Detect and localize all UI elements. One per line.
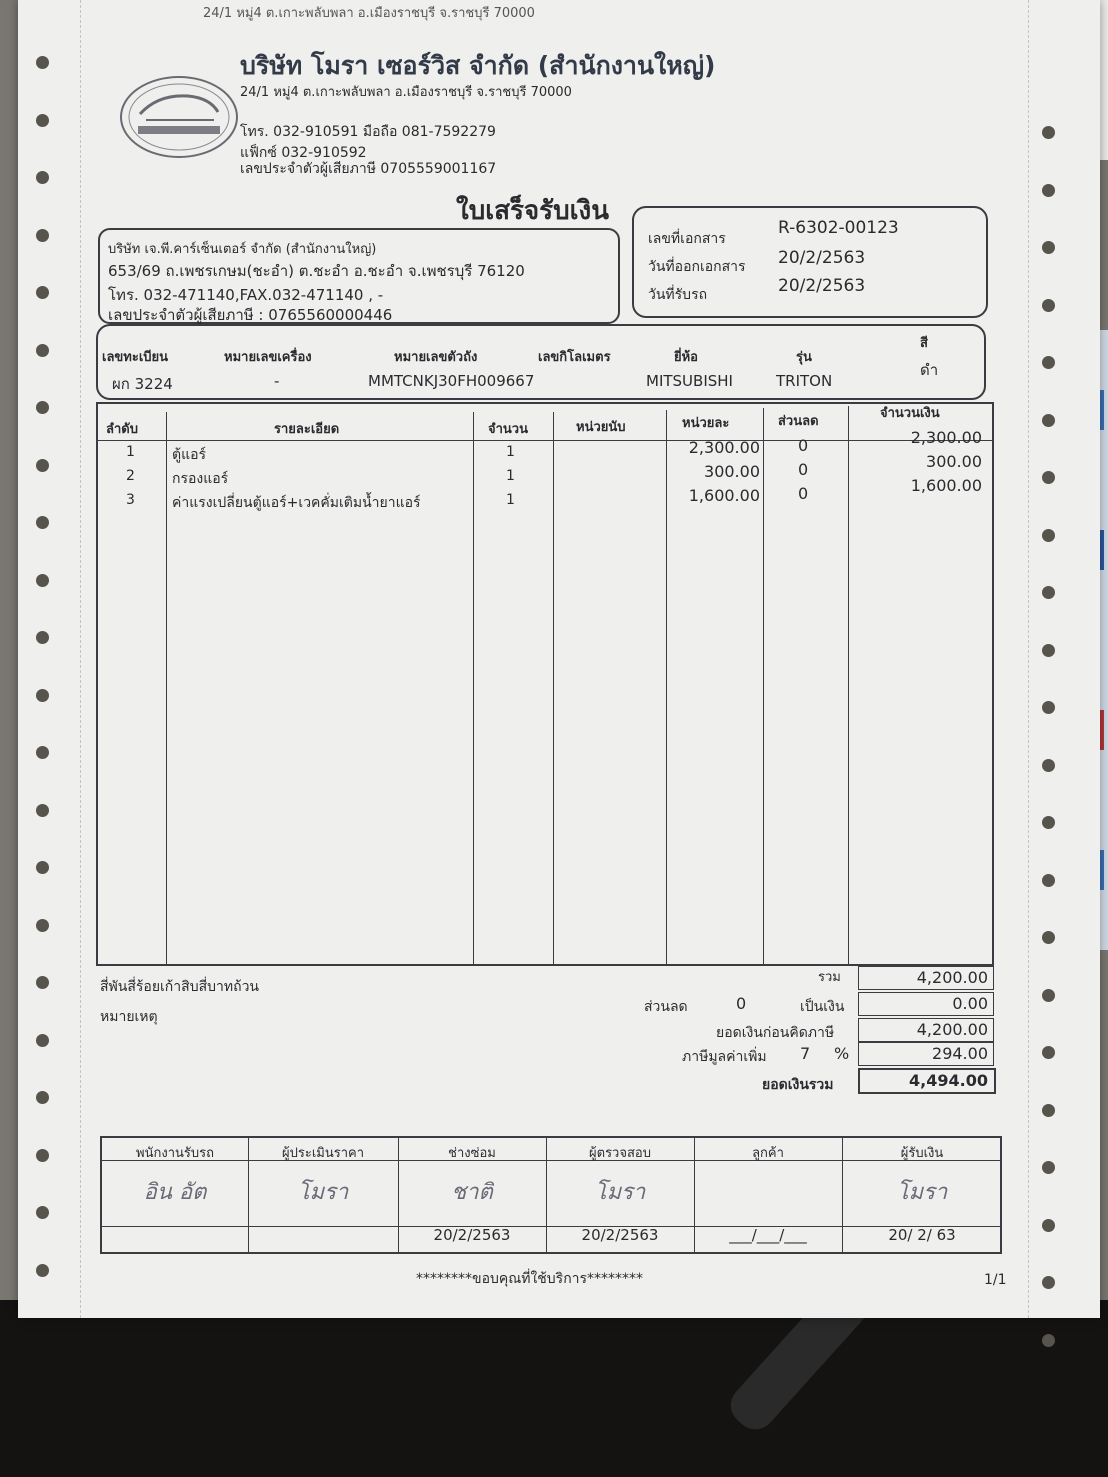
- signature-handwriting: โมรา: [896, 1180, 948, 1205]
- feed-hole: [36, 1264, 49, 1277]
- feed-hole: [36, 1206, 49, 1219]
- grand-total-value: 4,494.00: [909, 1071, 988, 1090]
- feed-hole: [1042, 1046, 1055, 1059]
- feed-hole: [1042, 759, 1055, 772]
- vehicle-value: MMTCNKJ30FH009667: [368, 372, 535, 390]
- feed-hole: [36, 1091, 49, 1104]
- company-phone: โทร. 032-910591 มือถือ 081-7592279: [240, 124, 496, 140]
- col-divider: [553, 412, 554, 966]
- feed-hole: [1042, 356, 1055, 369]
- company-address: 24/1 หมู่4 ต.เกาะพลับพลา อ.เมืองราชบุรี จ.ราชบุรี 70000: [240, 85, 572, 100]
- issue-date-value: 20/2/2563: [778, 248, 866, 268]
- feed-hole: [36, 344, 49, 357]
- row-quantity: 1: [506, 492, 515, 508]
- signature-header: ผู้ประเมินราคา: [281, 1146, 364, 1161]
- feed-hole: [1042, 701, 1055, 714]
- signature-date: 20/ 2/ 63: [888, 1226, 956, 1244]
- amount-in-words: สี่พันสี่ร้อยเก้าสิบสี่บาทถ้วน: [100, 979, 260, 995]
- feed-hole: [36, 114, 49, 127]
- signature-handwriting: โมรา: [594, 1180, 646, 1205]
- column-header: จำนวน: [488, 422, 528, 437]
- row-discount: 0: [798, 436, 809, 455]
- col-divider: [473, 412, 474, 966]
- row-discount: 0: [798, 460, 809, 479]
- pretax-value: 4,200.00: [916, 1020, 988, 1039]
- feed-hole: [36, 229, 49, 242]
- doc-no-value: R-6302-00123: [778, 218, 899, 238]
- row-number: 1: [126, 444, 135, 460]
- customer-address: 653/69 ถ.เพชรเกษม(ชะอำ) ต.ชะอำ อ.ชะอำ จ.เพชรบุรี 76120: [108, 262, 525, 280]
- pretax-label: ยอดเงินก่อนคิดภาษี: [716, 1025, 835, 1041]
- discount-money-value: 0.00: [952, 994, 988, 1013]
- feed-hole: [1042, 644, 1055, 657]
- feed-hole: [36, 804, 49, 817]
- receive-date-value: 20/2/2563: [778, 276, 866, 296]
- vehicle-header: รุ่น: [796, 350, 812, 365]
- feed-hole: [1042, 586, 1055, 599]
- signature-header: ผู้ตรวจสอบ: [589, 1146, 651, 1161]
- feed-hole: [36, 689, 49, 702]
- perforation-left: [80, 0, 81, 1318]
- signature-header: ลูกค้า: [752, 1146, 784, 1161]
- feed-hole: [36, 976, 49, 989]
- vehicle-header: หมายเลขเครื่อง: [224, 350, 312, 365]
- feed-hole: [1042, 931, 1055, 944]
- row-unit-price: 2,300.00: [688, 438, 760, 457]
- feed-hole: [1042, 1276, 1055, 1289]
- feed-hole: [36, 1149, 49, 1162]
- grand-total-label: ยอดเงินรวม: [762, 1077, 834, 1093]
- row-quantity: 1: [506, 468, 515, 484]
- vehicle-header: เลขกิโลเมตร: [538, 350, 611, 365]
- row-number: 2: [126, 468, 135, 484]
- row-amount: 300.00: [926, 452, 982, 471]
- vat-rate: 7: [800, 1044, 811, 1063]
- row-unit-price: 1,600.00: [688, 486, 760, 505]
- remarks-label: หมายเหตุ: [100, 1009, 158, 1025]
- signature-date: ___/___/___: [729, 1226, 807, 1244]
- feed-hole: [1042, 1161, 1055, 1174]
- feed-hole: [1042, 471, 1055, 484]
- vat-label: ภาษีมูลค่าเพิ่ม: [682, 1049, 767, 1065]
- feed-hole: [1042, 816, 1055, 829]
- feed-hole: [1042, 184, 1055, 197]
- feed-hole: [36, 861, 49, 874]
- perforation-right: [1028, 0, 1029, 1318]
- company-tax-id: เลขประจำตัวผู้เสียภาษี 0705559001167: [240, 161, 497, 177]
- row-unit-price: 300.00: [704, 462, 760, 481]
- row-amount: 1,600.00: [910, 476, 982, 495]
- row-description: ตู้แอร์: [172, 447, 207, 463]
- receive-date-label: วันที่รับรถ: [648, 287, 708, 303]
- customer-tax-id: เลขประจำตัวผู้เสียภาษี : 0765560000446: [108, 306, 393, 324]
- column-header: หน่วยละ: [682, 416, 730, 431]
- footer-thanks: ********ขอบคุณที่ใช้บริการ********: [416, 1271, 644, 1287]
- vehicle-value: TRITON: [776, 372, 833, 390]
- signature-date: 20/2/2563: [581, 1226, 659, 1244]
- discount-money-label: เป็นเงิน: [800, 999, 845, 1015]
- row-description: ค่าแรงเปลี่ยนตู้แอร์+เวคคั่มเติมน้ำยาแอร์: [172, 495, 421, 511]
- feed-hole: [1042, 874, 1055, 887]
- vehicle-value: ผก 3224: [112, 375, 173, 393]
- col-divider: [166, 412, 167, 966]
- row-description: กรองแอร์: [172, 471, 229, 487]
- sum-value: 4,200.00: [916, 968, 988, 987]
- signature-handwriting: อิน อัต: [143, 1180, 207, 1205]
- row-quantity: 1: [506, 444, 515, 460]
- vat-value: 294.00: [932, 1044, 988, 1063]
- feed-hole: [36, 286, 49, 299]
- vehicle-header: สี: [920, 336, 928, 351]
- top-cut-text: 24/1 หมู่4 ต.เกาะพลับพลา อ.เมืองราชบุรี จ.ราชบุรี 70000: [203, 6, 535, 21]
- feed-hole: [1042, 1104, 1055, 1117]
- col-divider: [763, 408, 764, 966]
- feed-hole: [36, 56, 49, 69]
- column-header: รายละเอียด: [274, 422, 340, 437]
- vehicle-value: ดำ: [920, 361, 939, 379]
- feed-hole: [36, 919, 49, 932]
- column-header: ลำดับ: [106, 422, 138, 437]
- discount-value: 0: [736, 994, 747, 1013]
- feed-hole: [1042, 126, 1055, 139]
- feed-hole: [36, 401, 49, 414]
- feed-hole: [1042, 1219, 1055, 1232]
- signature-header: ช่างซ่อม: [448, 1146, 496, 1161]
- feed-hole: [36, 459, 49, 472]
- feed-hole: [36, 516, 49, 529]
- col-divider: [848, 406, 849, 966]
- footer-page-number: 1/1: [984, 1272, 1007, 1288]
- customer-name: บริษัท เจ.พี.คาร์เซ็นเตอร์ จำกัด (สำนักงานใหญ่): [108, 242, 377, 257]
- row-number: 3: [126, 492, 135, 508]
- signature-date: 20/2/2563: [433, 1226, 511, 1244]
- feed-hole: [1042, 299, 1055, 312]
- customer-phone: โทร. 032-471140,FAX.032-471140 , -: [108, 286, 384, 304]
- issue-date-label: วันที่ออกเอกสาร: [648, 259, 746, 275]
- feed-hole: [36, 171, 49, 184]
- feed-hole: [1042, 989, 1055, 1002]
- vehicle-header: เลขทะเบียน: [102, 350, 169, 365]
- discount-label: ส่วนลด: [644, 999, 688, 1015]
- company-fax: แฟ็กซ์ 032-910592: [240, 145, 367, 161]
- signature-handwriting: ชาติ: [451, 1180, 493, 1205]
- column-header: จำนวนเงิน: [880, 406, 940, 421]
- row-amount: 2,300.00: [910, 428, 982, 447]
- document-title: ใบเสร็จรับเงิน: [456, 196, 609, 226]
- signature-handwriting: โมรา: [297, 1180, 349, 1205]
- vehicle-value: -: [274, 372, 280, 390]
- sum-label: รวม: [818, 970, 841, 985]
- receipt-sheet: [18, 0, 1100, 1318]
- background-desk: [0, 1300, 1108, 1477]
- doc-no-label: เลขที่เอกสาร: [648, 231, 726, 247]
- signature-header: ผู้รับเงิน: [900, 1146, 944, 1161]
- row-discount: 0: [798, 484, 809, 503]
- feed-hole: [36, 746, 49, 759]
- feed-hole: [36, 574, 49, 587]
- company-logo: [118, 72, 240, 162]
- vehicle-value: MITSUBISHI: [646, 372, 733, 390]
- column-header: ส่วนลด: [778, 414, 819, 429]
- feed-hole: [36, 631, 49, 644]
- company-name: บริษัท โมรา เซอร์วิส จำกัด (สำนักงานใหญ่): [240, 51, 716, 80]
- feed-hole: [36, 1034, 49, 1047]
- signature-header: พนักงานรับรถ: [136, 1146, 214, 1161]
- vat-percent-sign: %: [834, 1044, 850, 1063]
- vehicle-header: ยี่ห้อ: [674, 350, 698, 365]
- feed-hole: [1042, 241, 1055, 254]
- feed-hole: [1042, 529, 1055, 542]
- feed-hole: [1042, 1334, 1055, 1347]
- vehicle-header: หมายเลขตัวถัง: [394, 350, 478, 365]
- feed-hole: [1042, 414, 1055, 427]
- column-header: หน่วยนับ: [576, 420, 626, 435]
